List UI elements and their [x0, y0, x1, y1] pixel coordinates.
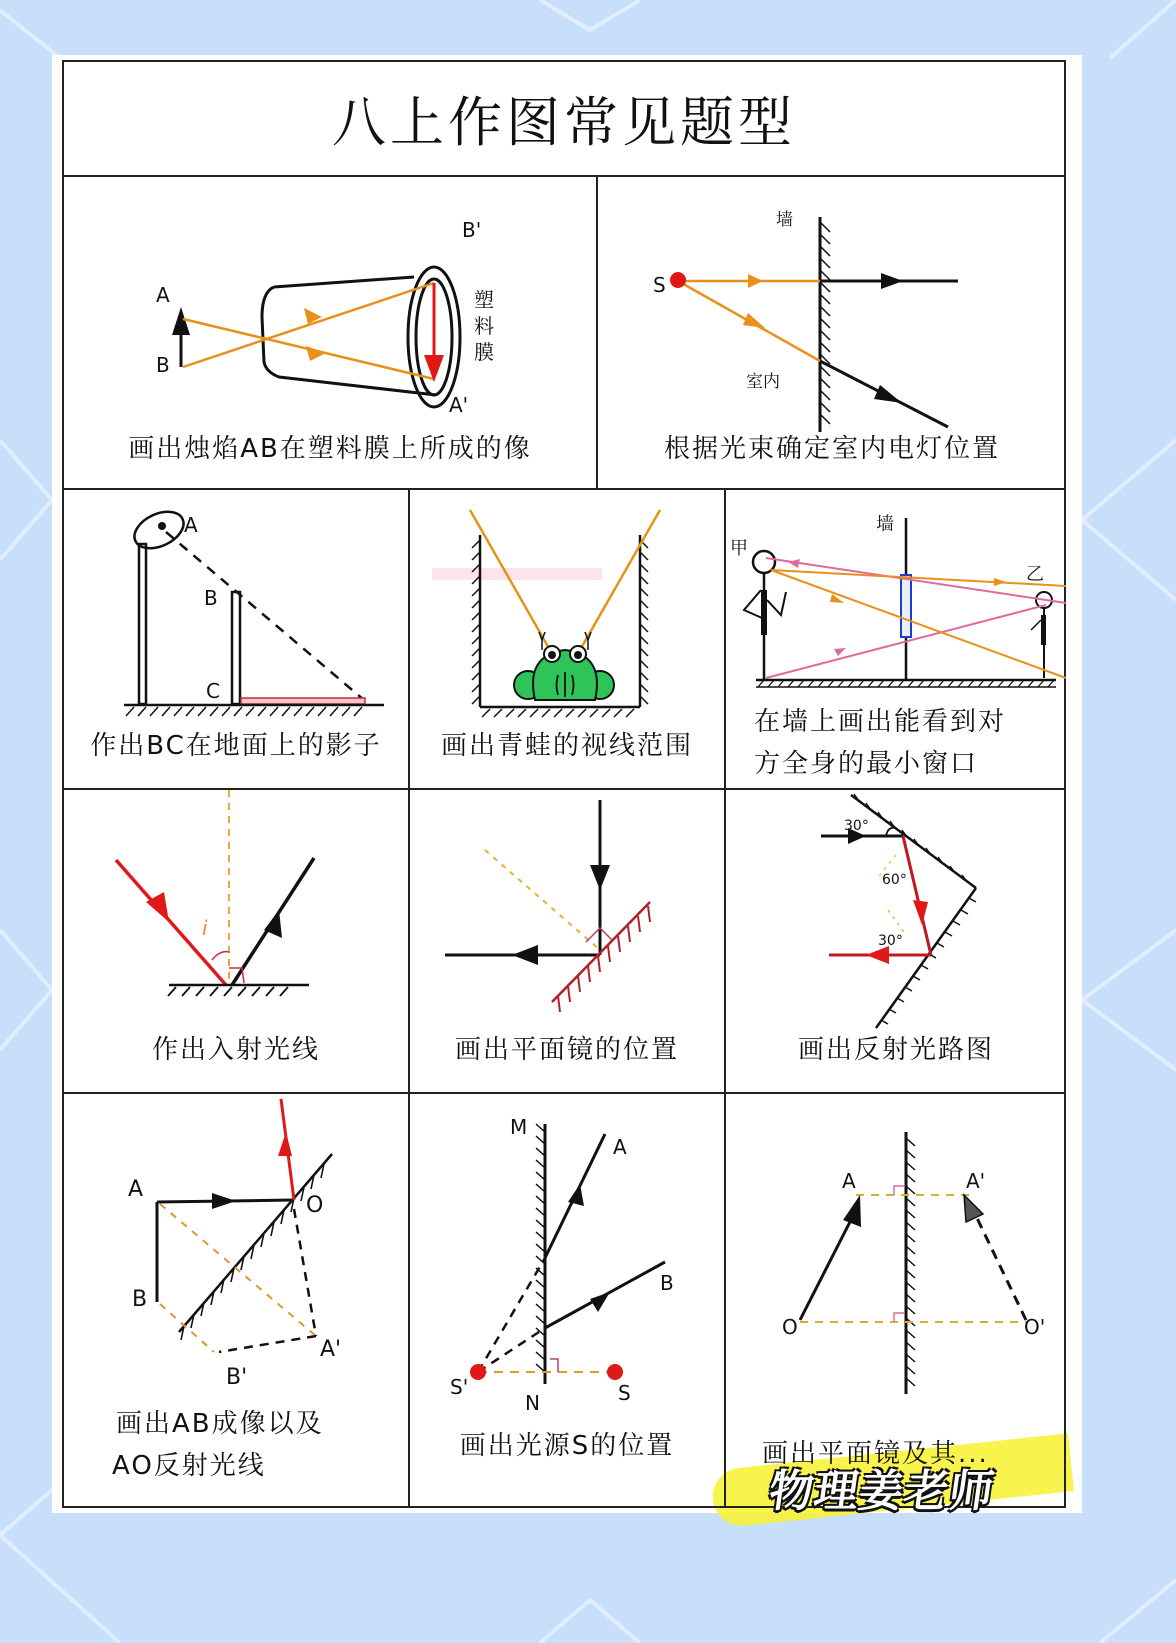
label-s-image: S'	[450, 1375, 469, 1399]
label-b: B	[132, 1287, 148, 1312]
caption: 画出反射光路图	[797, 1035, 994, 1065]
caption: 画出平面镜的位置	[454, 1035, 679, 1065]
cell-candle-image	[64, 177, 596, 488]
label-a: A	[128, 1177, 144, 1202]
label-angle-3: 30°	[878, 933, 903, 949]
shadow-diagram	[64, 490, 408, 730]
cell-min-window	[726, 490, 1066, 788]
window-sightline-diagram	[726, 490, 1066, 690]
mirror-position-diagram	[410, 790, 724, 1020]
label-source: S	[653, 273, 666, 297]
label-wall: 墙	[776, 210, 793, 230]
label-indoor: 室内	[746, 372, 780, 392]
label-b: B	[660, 1271, 674, 1295]
caption: 根据光束确定室内电灯位置	[663, 434, 1000, 464]
frog-well-diagram	[410, 490, 724, 730]
cell-shadow	[64, 490, 408, 788]
page-title: 八上作图常见题型	[64, 62, 1064, 177]
label-film: 膜	[474, 340, 494, 364]
caption: 作出BC在地面上的影子	[90, 731, 382, 761]
label-film: 塑	[474, 288, 494, 312]
cell-lamp-position	[598, 177, 1066, 488]
worksheet-grid	[62, 60, 1066, 1508]
label-a: A	[184, 513, 198, 537]
label-film: 料	[474, 314, 494, 338]
label-a: A	[156, 283, 170, 307]
label-b: B	[204, 586, 218, 610]
cell-reflection-path	[726, 790, 1066, 1092]
cell-frog-view	[410, 490, 724, 788]
lamp-beam-diagram	[598, 177, 1066, 437]
label-a-image: A'	[449, 393, 469, 417]
caption: 在墙上画出能看到对	[754, 707, 1007, 737]
label-b: B	[156, 353, 170, 377]
cell-mirror-and-image	[726, 1094, 1066, 1508]
frog-icon	[514, 632, 614, 700]
label-c: C	[206, 679, 220, 703]
caption: 作出入射光线	[151, 1035, 320, 1065]
caption: 画出光源S的位置	[459, 1431, 675, 1461]
label-angle: i	[202, 916, 208, 940]
label-a: A	[842, 1169, 856, 1193]
label-angle-1: 30°	[844, 818, 869, 834]
mirror-image-diagram	[726, 1094, 1066, 1414]
cell-ab-image	[64, 1094, 408, 1508]
caption: 画出烛焰AB在塑料膜上所成的像	[128, 434, 532, 464]
label-o: O	[782, 1315, 798, 1339]
label-person1: 甲	[730, 538, 748, 559]
caption: AO反射光线	[112, 1451, 266, 1481]
label-person2: 乙	[1026, 564, 1044, 585]
label-o-image: O'	[1024, 1315, 1046, 1339]
label-n: N	[525, 1391, 540, 1414]
watermark: 物理姜老师	[765, 1466, 998, 1517]
incident-ray-diagram	[64, 790, 408, 1010]
caption: 画出青蛙的视线范围	[440, 731, 693, 761]
cell-incident-ray	[64, 790, 408, 1092]
label-m: M	[510, 1115, 528, 1139]
label-a: A	[613, 1135, 627, 1159]
caption: 画出AB成像以及	[116, 1409, 324, 1439]
label-b-image: B'	[462, 218, 482, 242]
cell-mirror-position	[410, 790, 724, 1092]
caption: 画出平面镜及其...	[762, 1439, 989, 1469]
label-s: S	[618, 1381, 631, 1405]
source-position-diagram	[410, 1094, 724, 1414]
label-angle-2: 60°	[882, 872, 907, 888]
label-a-image: A'	[966, 1169, 986, 1193]
label-wall: 墙	[876, 514, 894, 535]
caption: 方全身的最小窗口	[754, 749, 979, 779]
cell-source-position	[410, 1094, 724, 1508]
label-b-image: B'	[226, 1365, 248, 1390]
label-o: O	[306, 1193, 324, 1218]
reflection-path-diagram	[726, 790, 1066, 1030]
candle-pinhole-diagram	[64, 177, 596, 437]
label-a-image: A'	[320, 1337, 342, 1362]
ab-image-diagram	[64, 1094, 408, 1404]
